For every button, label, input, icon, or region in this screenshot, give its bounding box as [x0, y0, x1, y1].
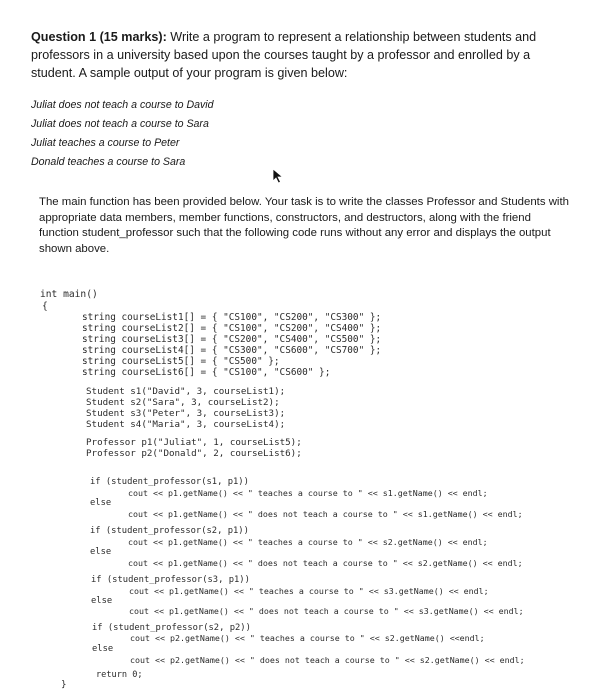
mouse-cursor-icon — [272, 168, 284, 184]
then-statement-line: cout << p2.getName() << " teaches a course to " << s2.getName() <<endl; — [130, 633, 485, 643]
else-statement-line: cout << p1.getName() << " does not teach a course to " << s3.getName() << endl; — [129, 606, 524, 616]
if-statement-line: if (student_professor(s3, p1)) — [91, 575, 250, 585]
else-keyword: else — [90, 498, 112, 508]
then-statement-line: cout << p1.getName() << " teaches a course to " << s2.getName() << endl; — [128, 537, 488, 547]
sample-output-line: Donald teaches a course to Sara — [31, 156, 186, 168]
else-keyword: else — [90, 547, 112, 557]
if-statement-line: if (student_professor(s1, p1)) — [90, 477, 249, 487]
course-list-line: string courseList5[] = { "CS500" }; — [82, 356, 280, 367]
student-decl-line: Student s1("David", 3, courseList1); — [86, 386, 286, 397]
course-list-line: string courseList2[] = { "CS100", "CS200", "CS400" }; — [82, 323, 382, 334]
instructions-paragraph: The main function has been provided below. Your task is to write the classes Professor and Students with appropriate data members, member functions, constructors, and destructors, along with the friend function student_professor such that the following code runs without any error and displays the output shown above. — [39, 196, 569, 255]
sample-output-line: Juliat does not teach a course to David — [31, 99, 214, 111]
then-statement-line: cout << p1.getName() << " teaches a course to " << s3.getName() << endl; — [129, 586, 489, 596]
professor-decl-line: Professor p1("Juliat", 1, courseList5); — [86, 437, 302, 448]
if-statement-line: if (student_professor(s2, p1)) — [90, 526, 249, 536]
course-list-line: string courseList6[] = { "CS100", "CS600" }; — [82, 367, 331, 378]
else-statement-line: cout << p2.getName() << " does not teach a course to " << s2.getName() << endl; — [130, 655, 525, 665]
main-signature: int main() — [40, 289, 98, 300]
course-list-line: string courseList3[] = { "CS200", "CS400", "CS500" }; — [82, 334, 382, 345]
course-list-line: string courseList4[] = { "CS300", "CS600", "CS700" }; — [82, 345, 382, 356]
question-text: Write a program to represent a relationship between students and professors in a university based upon the courses taught by a professor and enrolled by a student. A sample output of your program is given below: — [31, 30, 537, 80]
sample-output-line: Juliat teaches a course to Peter — [31, 137, 180, 149]
course-list-line: string courseList1[] = { "CS100", "CS200", "CS300" }; — [82, 312, 382, 323]
return-statement: return 0; — [96, 670, 143, 680]
sample-output-line: Juliat does not teach a course to Sara — [31, 118, 209, 130]
if-statement-line: if (student_professor(s2, p2)) — [92, 623, 251, 633]
sample-output — [31, 96, 214, 172]
question-heading: Question 1 (15 marks): — [31, 30, 167, 44]
else-statement-line: cout << p1.getName() << " does not teach a course to " << s1.getName() << endl; — [128, 509, 523, 519]
then-statement-line: cout << p1.getName() << " teaches a course to " << s1.getName() << endl; — [128, 488, 488, 498]
professor-decl-line: Professor p2("Donald", 2, courseList6); — [86, 448, 302, 459]
else-statement-line: cout << p1.getName() << " does not teach a course to " << s2.getName() << endl; — [128, 558, 523, 568]
else-keyword: else — [91, 596, 113, 606]
student-decl-line: Student s2("Sara", 3, courseList2); — [86, 397, 280, 408]
close-brace: } — [61, 679, 67, 690]
open-brace: { — [42, 301, 48, 312]
question-paragraph — [31, 28, 571, 82]
else-keyword: else — [92, 644, 114, 654]
student-decl-line: Student s4("Maria", 3, courseList4); — [86, 419, 286, 430]
student-decl-line: Student s3("Peter", 3, courseList3); — [86, 408, 286, 419]
